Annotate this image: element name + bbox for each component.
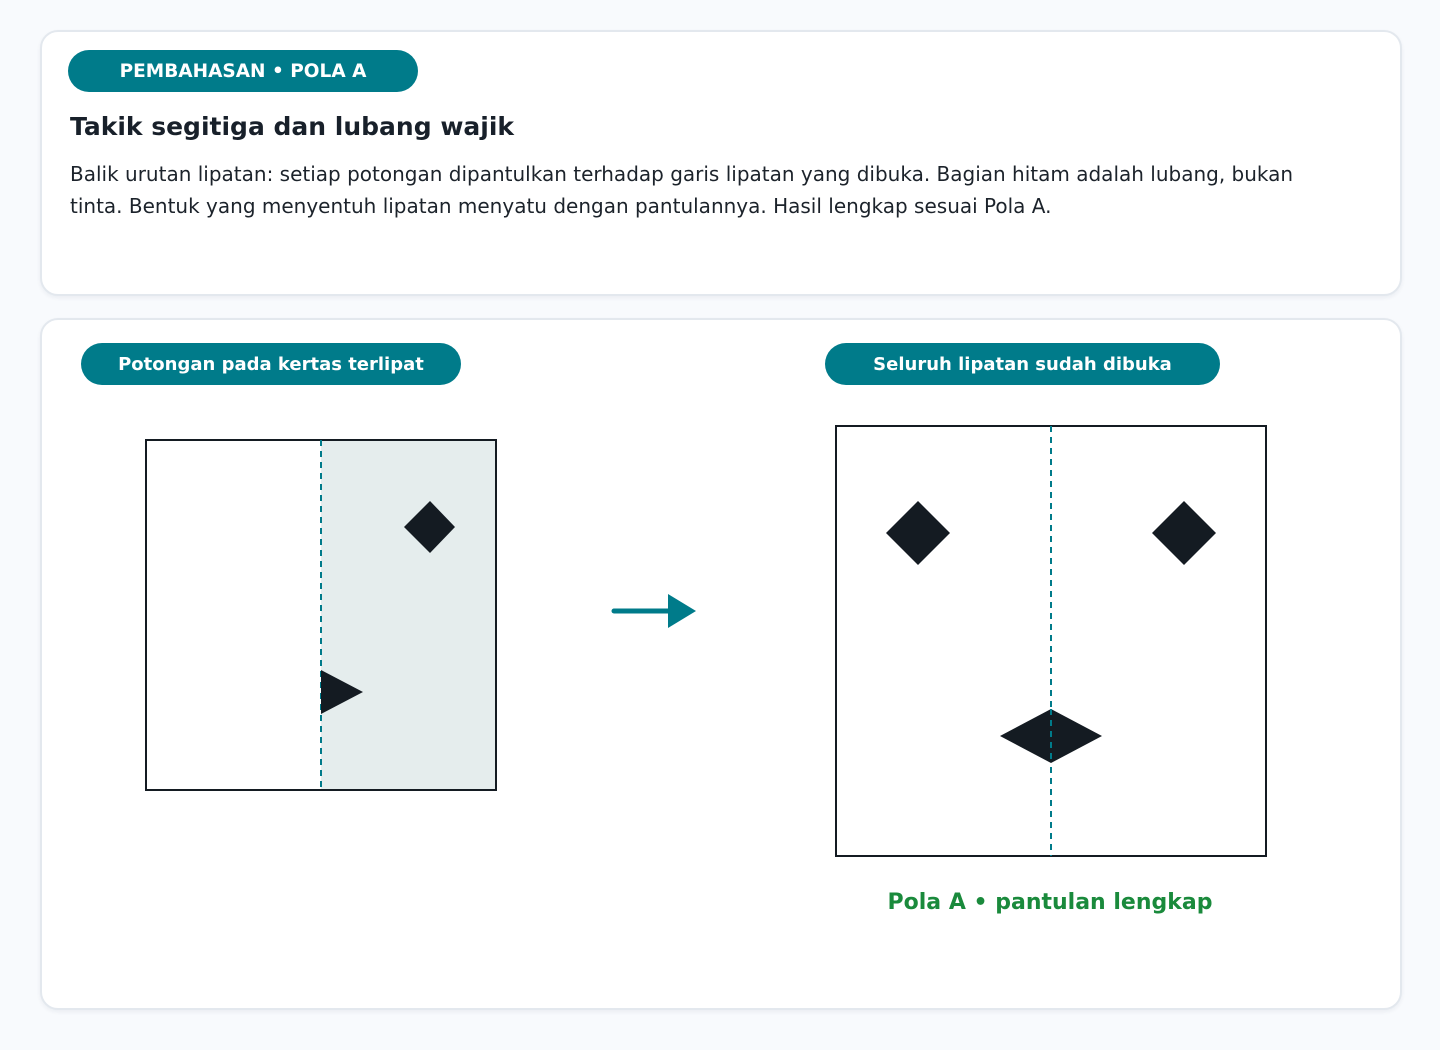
section-badge: PEMBAHASAN • POLA A [68,50,418,92]
folded-paper [146,440,496,790]
folded-half-shaded [321,441,495,789]
arrow-right-icon [614,594,696,628]
explanation-text: Balik urutan lipatan: setiap potongan dipantulkan terhadap garis lipatan yang dibuka. Bagian hitam adalah lubang, bukan tinta. Bentuk yang menyentuh lipatan menyatu dengan pantulannya. Hasil lengkap sesuai Pola A. [70,162,1294,218]
unfolded-paper-label: Seluruh lipatan sudah dibuka [825,343,1220,385]
folded-paper-label: Potongan pada kertas terlipat [81,343,461,385]
result-caption: Pola A • pantulan lengkap [887,890,1213,915]
explanation-card [40,30,1402,296]
diagram-card [40,318,1402,1010]
page-title: Takik segitiga dan lubang wajik [70,112,515,141]
unfolded-paper [836,426,1266,856]
